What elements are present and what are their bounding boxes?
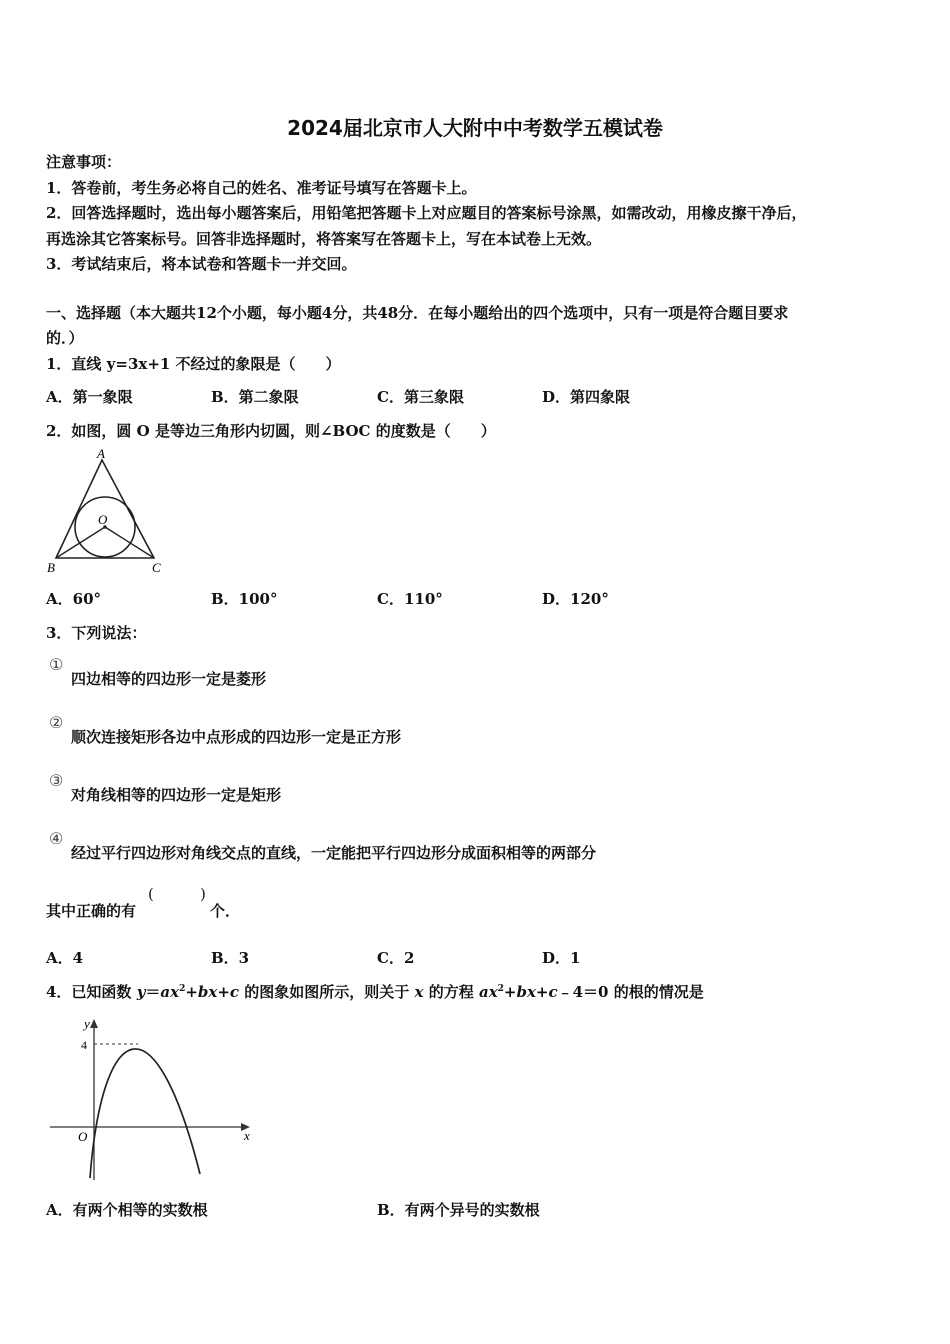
- graph-label-x: x: [244, 1128, 250, 1143]
- equilateral-triangle: [56, 460, 154, 558]
- graph-label-o: O: [78, 1129, 88, 1144]
- q4-ax-2: ax: [478, 983, 498, 1001]
- parabola-curve: [90, 1049, 200, 1178]
- page-title: 2024届北京市人大附中中考数学五模试卷: [287, 116, 663, 140]
- q4-tail: ﹣4＝0 的根的情况是: [557, 983, 704, 1001]
- q4-mid: 的图象如图所示，则关于: [244, 983, 410, 1001]
- graph-label-y: y: [84, 1016, 90, 1031]
- statement-1: 四边相等的四边形一定是菱形: [71, 670, 267, 688]
- q1-option-d: D．第四象限: [542, 388, 631, 406]
- q3-summary-post: 个．: [210, 902, 241, 920]
- q4-eq: ＝: [145, 983, 161, 1001]
- q3-option-d: D．1: [542, 949, 581, 967]
- q4-num: 4．已知函数: [46, 983, 132, 1001]
- statement-3: 对角线相等的四边形一定是矩形: [71, 786, 282, 804]
- q4-option-a: A．有两个相等的实数根: [46, 1201, 208, 1219]
- q4-bxc: +bx+c: [185, 983, 240, 1001]
- label-b: B: [47, 560, 55, 575]
- label-o: O: [98, 512, 108, 527]
- parabola-graph: [44, 1012, 264, 1182]
- circled-mark-3: ③: [49, 771, 64, 790]
- notice-item-1: 1．答卷前，考生务必将自己的姓名、准考证号填写在答题卡上。: [46, 178, 477, 197]
- q4-ax: ax: [160, 983, 180, 1001]
- label-c: C: [152, 560, 161, 575]
- q2-option-c: C．110°: [377, 590, 443, 608]
- q4-square: 2: [179, 984, 186, 994]
- q4-bxc-2: +bx+c: [503, 983, 558, 1001]
- circled-mark-4: ④: [49, 829, 64, 848]
- q4-option-b: B．有两个异号的实数根: [377, 1201, 540, 1219]
- statement-4: 经过平行四边形对角线交点的直线，一定能把平行四边形分成面积相等的两部分: [71, 844, 597, 862]
- triangle-incircle-figure: [44, 446, 168, 576]
- notice-heading: 注意事项：: [46, 153, 122, 171]
- q3-option-c: C．2: [377, 949, 415, 967]
- section-heading-line2: 的．）: [46, 329, 84, 347]
- q4-square-2: 2: [497, 984, 504, 994]
- statement-2: 顺次连接矩形各边中点形成的四边形一定是正方形: [71, 728, 402, 746]
- question-3-stem: 3．下列说法：: [46, 624, 147, 642]
- q4-x: x: [414, 983, 424, 1001]
- question-1-stem: 1．直线 y=3x+1 不经过的象限是（ ）: [46, 355, 341, 373]
- notice-item-2: 2．回答选择题时，选出每小题答案后，用铅笔把答题卡上对应题目的答案标号涂黑，如需改动，用橡皮擦干净后，: [46, 204, 807, 222]
- question-2-stem: 2．如图，圆 O 是等边三角形内切圆，则∠BOC 的度数是（ ）: [46, 422, 496, 440]
- q1-option-b: B．第二象限: [211, 388, 299, 406]
- q4-func-y: y: [136, 983, 146, 1001]
- q2-option-b: B．100°: [211, 590, 278, 608]
- question-4-stem: [46, 981, 704, 1002]
- q3-option-b: B．3: [211, 949, 250, 967]
- q1-option-c: C．第三象限: [377, 388, 464, 406]
- q3-option-a: A．4: [46, 949, 84, 967]
- q3-paren-open: (: [148, 885, 154, 903]
- y-axis-arrow: [90, 1019, 98, 1028]
- circled-mark-1: ①: [49, 655, 64, 674]
- notice-block: [46, 150, 806, 278]
- notice-item-3: 3．考试结束后，将本试卷和答题卡一并交回。: [46, 255, 357, 273]
- label-a: A: [97, 446, 105, 461]
- graph-label-4: 4: [81, 1038, 87, 1052]
- q2-option-a: A．60°: [46, 590, 102, 608]
- q1-option-a: A．第一象限: [46, 388, 133, 406]
- q2-option-d: D．120°: [542, 590, 609, 608]
- q3-paren-close: ): [200, 885, 206, 903]
- circled-mark-2: ②: [49, 713, 64, 732]
- notice-item-2-cont: 再选涂其它答案标号。回答非选择题时，将答案写在答题卡上，写在本试卷上无效。: [46, 229, 602, 248]
- q3-summary-pre: 其中正确的有: [46, 902, 137, 920]
- q4-mid2: 的方程: [428, 983, 474, 1001]
- section-heading-line1: 一、选择题（本大题共12个小题，每小题4分，共48分．在每小题给出的四个选项中，只有一项是符合题目要求: [46, 304, 789, 322]
